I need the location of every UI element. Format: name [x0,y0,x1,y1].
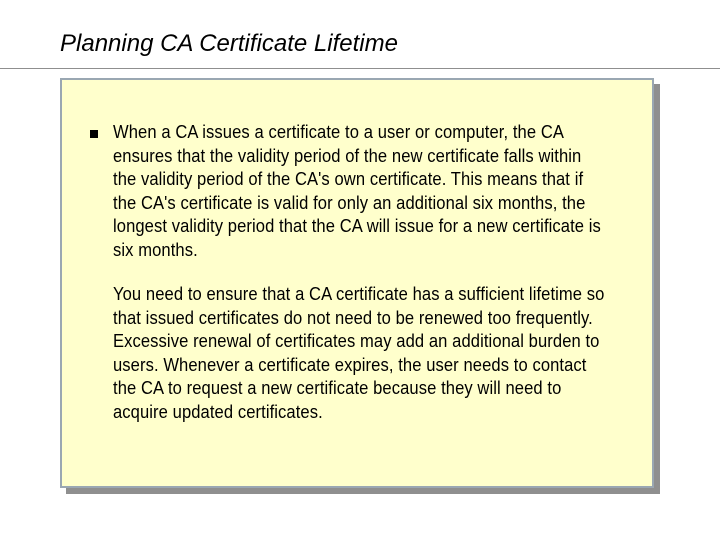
slide-title: Planning CA Certificate Lifetime [60,30,398,57]
square-bullet-icon [90,130,98,138]
continuation-paragraph: You need to ensure that a CA certificate has a sufficient lifetime so that issued certificates do not need to be renewed too frequently. Excessive renewal of certificates may add an additional burden to users. Whenever a certificate expires, the user needs to contact the CA to request a new certificate because they will need to acquire updated certificates. [113,284,605,422]
title-divider [0,68,720,69]
content-panel [60,78,654,488]
bullet-paragraph: When a CA issues a certificate to a user or computer, the CA ensures that the validity period of the new certificate falls within the validity period of the CA's own certificate. This means that if the CA's certificate is valid for only an additional six months, the longest validity period that the CA will issue for a new certificate is six months. [113,122,601,260]
